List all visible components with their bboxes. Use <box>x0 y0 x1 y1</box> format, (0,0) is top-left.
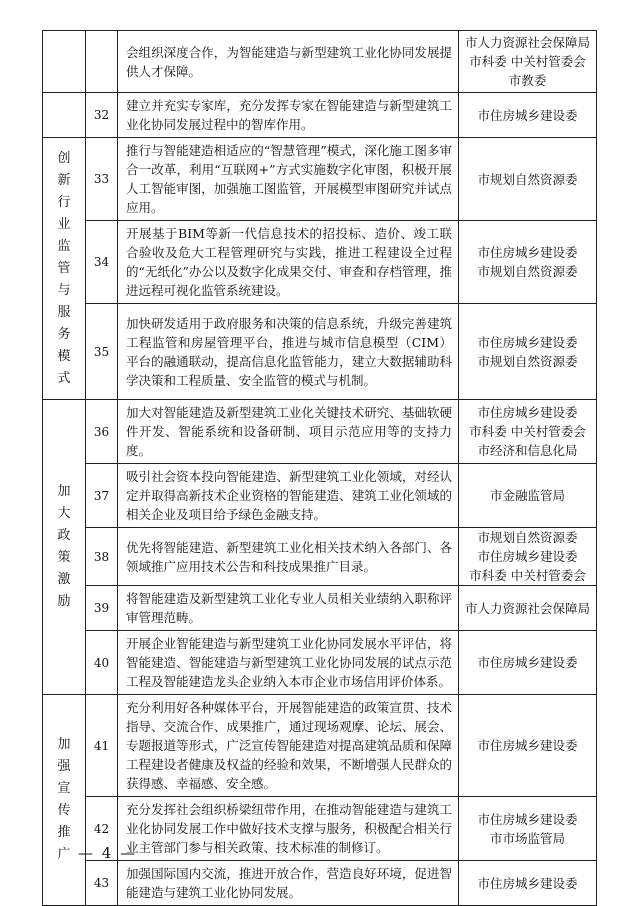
dept-cell <box>459 93 597 138</box>
task-text: 建立并充实专家库，充分发挥专家在智能建造与新型建筑工业化协同发展过程中的智库作用。 <box>118 93 459 138</box>
dept-name: 市经济和信息化局 <box>477 443 578 458</box>
dept-name: 市科委 中关村管委会 <box>469 54 586 69</box>
task-text: 加强国际国内交流，推进开放合作，营造良好环境，促进智能建造与建筑工业化协同发展。 <box>118 861 459 906</box>
category-label: 加强宣传推广 <box>57 737 71 862</box>
dept-name: 市金融监管局 <box>489 488 565 503</box>
dept-cell <box>459 221 597 304</box>
dept-cell <box>459 861 597 906</box>
task-text: 加快研发适用于政府服务和决策的信息系统，升级完善建筑工程监管和房屋管理平台，推进与城市信息模型（CIM）平台的融通联动，提高信息化监管能力，建立大数据辅助科学决策和工程质量、安全监管的模式与机制。 <box>118 304 459 400</box>
task-text: 充分发挥社会组织桥梁纽带作用，在推动智能建造与建筑工业化协同发展工作中做好技术支撑与服务，积极配合相关行业主管部门参与相关政策、技术标准的制修订。 <box>118 797 459 861</box>
task-text: 将智能建造及新型建筑工业化专业人员相关业绩纳入职称评审管理范畴。 <box>118 586 459 631</box>
dept-name: 市规划自然资源委 <box>477 353 578 369</box>
table-row <box>43 304 597 400</box>
row-number: 37 <box>86 464 118 528</box>
dept-cell <box>459 695 597 797</box>
task-text: 开展基于BIM等新一代信息技术的招投标、造价、竣工联合验收及危大工程管理研究与实践，推进工程建设全过程的“无纸化”办公以及数字化成果交付、审查和存档管理，推进远程可视化监管系统建设。 <box>118 221 459 304</box>
page-number: — 4 — <box>78 844 138 862</box>
dept-name: 市住房城乡建设委 <box>477 811 578 827</box>
table-row <box>43 138 597 221</box>
table-row <box>43 93 597 138</box>
table-row <box>43 586 597 631</box>
row-number: 35 <box>86 304 118 400</box>
table-row <box>43 631 597 695</box>
dept-cell <box>459 631 597 695</box>
table-row <box>43 400 597 464</box>
task-text: 开展企业智能建造与新型建筑工业化协同发展水平评估，将智能建造、智能建造与新型建筑工业化协同发展的试点示范工程及智能建造龙头企业纳入本市企业市场信用评价体系。 <box>118 631 459 695</box>
dept-name: 市人力资源社会保障局 <box>464 35 590 50</box>
table-row <box>43 861 597 906</box>
dept-cell <box>459 586 597 631</box>
dept-name: 市住房城乡建设委 <box>477 738 578 753</box>
table-row <box>43 695 597 797</box>
dept-name: 市科委 中关村管委会 <box>469 568 586 583</box>
category-cell-blank <box>43 31 86 93</box>
table-row <box>43 528 597 586</box>
category-cell-blank <box>43 93 86 138</box>
task-text: 推行与智能建造相适应的“智慧管理”模式，深化施工图多审合一改革，利用“互联网+”方式实施数字化审图，积极开展人工智能审图，加强施工图监管，开展模型审图研究并试点应用。 <box>118 138 459 221</box>
dept-name: 市住房城乡建设委 <box>477 655 578 670</box>
dept-cell <box>459 400 597 464</box>
task-text: 加大对智能建造及新型建筑工业化关键技术研究、基础软硬件开发、智能系统和设备研制、项目示范应用等的支持力度。 <box>118 400 459 464</box>
category-cell <box>43 138 86 400</box>
dept-name: 市规划自然资源委 <box>477 264 578 279</box>
dept-cell <box>459 528 597 586</box>
dept-name: 市住房城乡建设委 <box>477 334 578 350</box>
dept-name: 市规划自然资源委 <box>477 171 578 187</box>
row-number: 40 <box>86 631 118 695</box>
dept-name: 市住房城乡建设委 <box>477 875 578 891</box>
dept-cell <box>459 31 597 93</box>
dept-name: 市规划自然资源委 <box>477 530 578 545</box>
dept-cell <box>459 797 597 861</box>
dept-name: 市住房城乡建设委 <box>477 107 578 123</box>
dept-cell <box>459 464 597 528</box>
task-text: 优先将智能建造、新型建筑工业化相关技术纳入各部门、各领域推广应用技术公告和科技成果推广目录。 <box>118 528 459 586</box>
dept-name: 市教委 <box>508 73 547 88</box>
category-cell <box>43 400 86 695</box>
category-label: 创新行业监管与服务模式 <box>57 150 71 386</box>
dept-name: 市住房城乡建设委 <box>477 405 578 420</box>
task-table <box>42 30 597 906</box>
dept-name: 市住房城乡建设委 <box>477 245 578 260</box>
table-row <box>43 464 597 528</box>
row-number: 32 <box>86 93 118 138</box>
task-text: 充分利用好各种媒体平台，开展智能建造的政策宣贯、技术指导、交流合作、成果推广，通过现场观摩、论坛、展会、专题报道等形式，广泛宣传智能建造对提高建筑品质和保障工程建设者健康及权益的经验和效果，不断增强人民群众的获得感、幸福感、安全感。 <box>118 695 459 797</box>
row-number: 33 <box>86 138 118 221</box>
dept-name: 市科委 中关村管委会 <box>469 424 586 439</box>
dept-name: 市市场监管局 <box>489 830 565 846</box>
row-number: 41 <box>86 695 118 797</box>
row-number <box>86 31 118 93</box>
dept-cell <box>459 138 597 221</box>
task-text: 吸引社会资本投向智能建造、新型建筑工业化领域，对经认定并取得高新技术企业资格的智能建造、建筑工业化领域的相关企业及项目给予绿色金融支持。 <box>118 464 459 528</box>
row-number: 43 <box>86 861 118 906</box>
category-label: 加大政策激励 <box>57 484 71 609</box>
table-row <box>43 31 597 93</box>
task-text: 会组织深度合作，为智能建造与新型建筑工业化协同发展提供人才保障。 <box>118 31 459 93</box>
row-number: 36 <box>86 400 118 464</box>
table-row <box>43 221 597 304</box>
dept-name: 市人力资源社会保障局 <box>464 600 590 616</box>
dept-cell <box>459 304 597 400</box>
dept-name: 市住房城乡建设委 <box>477 549 578 564</box>
row-number: 39 <box>86 586 118 631</box>
row-number: 42 <box>86 797 118 861</box>
category-cell <box>43 695 86 906</box>
row-number: 38 <box>86 528 118 586</box>
row-number: 34 <box>86 221 118 304</box>
